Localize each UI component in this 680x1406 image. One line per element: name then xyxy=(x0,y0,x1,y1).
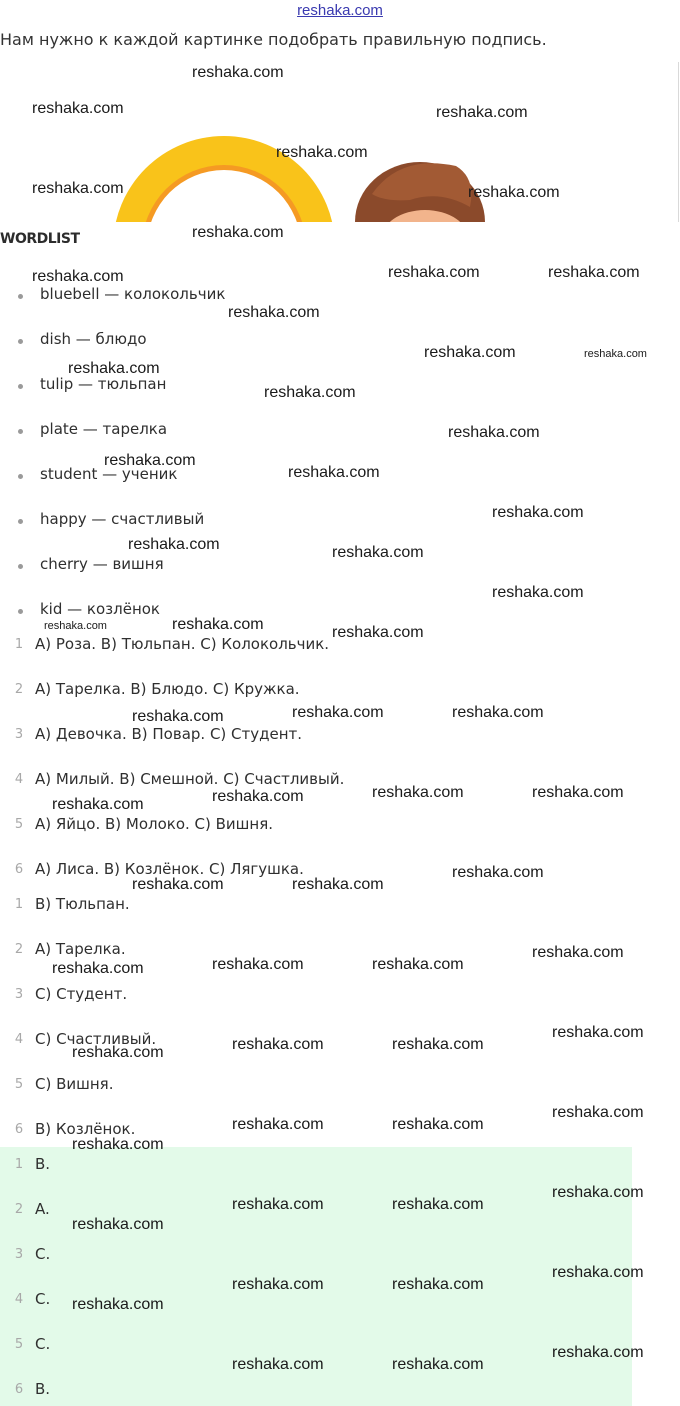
watermark: reshaka.com xyxy=(448,424,540,441)
solution-number: 1 xyxy=(14,897,24,912)
watermark: reshaka.com xyxy=(584,348,647,360)
word-item: dish — блюдо xyxy=(40,330,147,348)
watermark: reshaka.com xyxy=(552,1344,644,1361)
option-text: A) Милый. B) Смешной. C) Счастливый. xyxy=(35,770,345,788)
option-number: 1 xyxy=(14,637,24,652)
watermark: reshaka.com xyxy=(276,144,368,161)
solution-text: B) Тюльпан. xyxy=(35,895,130,913)
watermark: reshaka.com xyxy=(372,956,464,973)
watermark: reshaka.com xyxy=(548,264,640,281)
watermark: reshaka.com xyxy=(44,620,107,632)
divider-line xyxy=(678,62,679,222)
word-item: cherry — вишня xyxy=(40,555,164,573)
watermark: reshaka.com xyxy=(32,180,124,197)
answer-text: A. xyxy=(35,1200,50,1218)
watermark: reshaka.com xyxy=(392,1276,484,1293)
solution-text: C) Студент. xyxy=(35,985,128,1003)
watermark: reshaka.com xyxy=(104,452,196,469)
watermark: reshaka.com xyxy=(292,704,384,721)
option-number: 4 xyxy=(14,772,24,787)
watermark: reshaka.com xyxy=(552,1104,644,1121)
watermark: reshaka.com xyxy=(232,1356,324,1373)
site-link[interactable]: reshaka.com xyxy=(297,2,383,19)
watermark: reshaka.com xyxy=(32,268,124,285)
watermark: reshaka.com xyxy=(228,304,320,321)
answer-number: 2 xyxy=(14,1202,24,1217)
bullet-icon xyxy=(18,384,23,389)
watermark: reshaka.com xyxy=(264,384,356,401)
watermark: reshaka.com xyxy=(452,704,544,721)
bullet-icon xyxy=(18,519,23,524)
watermark: reshaka.com xyxy=(552,1024,644,1041)
watermark: reshaka.com xyxy=(132,708,224,725)
watermark: reshaka.com xyxy=(68,360,160,377)
illustration-svg xyxy=(0,62,680,222)
watermark: reshaka.com xyxy=(192,64,284,81)
watermark: reshaka.com xyxy=(468,184,560,201)
word-item: bluebell — колокольчик xyxy=(40,285,226,303)
option-number: 5 xyxy=(14,817,24,832)
watermark: reshaka.com xyxy=(388,264,480,281)
watermark: reshaka.com xyxy=(232,1276,324,1293)
bullet-icon xyxy=(18,339,23,344)
word-item: happy — счастливый xyxy=(40,510,205,528)
bullet-icon xyxy=(18,294,23,299)
bullet-icon xyxy=(18,609,23,614)
option-text: A) Лиса. B) Козлёнок. C) Лягушка. xyxy=(35,860,304,878)
watermark: reshaka.com xyxy=(52,960,144,977)
option-text: A) Тарелка. B) Блюдо. C) Кружка. xyxy=(35,680,300,698)
bullet-icon xyxy=(18,474,23,479)
watermark: reshaka.com xyxy=(452,864,544,881)
bullet-icon xyxy=(18,564,23,569)
watermark: reshaka.com xyxy=(132,876,224,893)
answer-number: 6 xyxy=(14,1382,24,1397)
watermark: reshaka.com xyxy=(72,1216,164,1233)
watermark: reshaka.com xyxy=(32,100,124,117)
watermark: reshaka.com xyxy=(552,1184,644,1201)
watermark: reshaka.com xyxy=(72,1136,164,1153)
solution-number: 4 xyxy=(14,1032,24,1047)
word-item: tulip — тюльпан xyxy=(40,375,167,393)
task-text: Нам нужно к каждой картинке подобрать правильную подпись. xyxy=(0,30,547,49)
watermark: reshaka.com xyxy=(392,1356,484,1373)
answer-number: 4 xyxy=(14,1292,24,1307)
watermark: reshaka.com xyxy=(552,1264,644,1281)
wordlist-title: WORDLIST xyxy=(0,231,80,247)
watermark: reshaka.com xyxy=(332,624,424,641)
watermark: reshaka.com xyxy=(392,1196,484,1213)
bullet-icon xyxy=(18,429,23,434)
answer-number: 5 xyxy=(14,1337,24,1352)
watermark: reshaka.com xyxy=(232,1196,324,1213)
watermark: reshaka.com xyxy=(128,536,220,553)
watermark: reshaka.com xyxy=(212,788,304,805)
watermark: reshaka.com xyxy=(292,876,384,893)
watermark: reshaka.com xyxy=(424,344,516,361)
watermark: reshaka.com xyxy=(372,784,464,801)
solution-text: B) Козлёнок. xyxy=(35,1120,136,1138)
solution-text: C) Счастливый. xyxy=(35,1030,157,1048)
watermark: reshaka.com xyxy=(212,956,304,973)
watermark: reshaka.com xyxy=(492,584,584,601)
word-item: kid — козлёнок xyxy=(40,600,160,618)
watermark: reshaka.com xyxy=(232,1116,324,1133)
word-item: plate — тарелка xyxy=(40,420,168,438)
answer-text: C. xyxy=(35,1245,51,1263)
child-head-icon xyxy=(355,162,485,222)
answer-number: 3 xyxy=(14,1247,24,1262)
watermark: reshaka.com xyxy=(72,1044,164,1061)
option-text: A) Роза. B) Тюльпан. C) Колокольчик. xyxy=(35,635,330,653)
option-number: 2 xyxy=(14,682,24,697)
answer-text: B. xyxy=(35,1155,51,1173)
watermark: reshaka.com xyxy=(172,616,264,633)
watermark: reshaka.com xyxy=(532,944,624,961)
illustration xyxy=(0,62,680,222)
option-number: 3 xyxy=(14,727,24,742)
answer-text: C. xyxy=(35,1335,51,1353)
watermark: reshaka.com xyxy=(532,784,624,801)
watermark: reshaka.com xyxy=(192,224,284,241)
answer-number: 1 xyxy=(14,1157,24,1172)
watermark: reshaka.com xyxy=(332,544,424,561)
watermark: reshaka.com xyxy=(72,1296,164,1313)
solution-text: C) Вишня. xyxy=(35,1075,114,1093)
word-item: student — ученик xyxy=(40,465,178,483)
watermark: reshaka.com xyxy=(288,464,380,481)
solution-text: A) Тарелка. xyxy=(35,940,126,958)
answer-text: C. xyxy=(35,1290,51,1308)
watermark: reshaka.com xyxy=(392,1036,484,1053)
option-text: A) Яйцо. B) Молоко. C) Вишня. xyxy=(35,815,274,833)
watermark: reshaka.com xyxy=(52,796,144,813)
watermark: reshaka.com xyxy=(436,104,528,121)
option-number: 6 xyxy=(14,862,24,877)
watermark: reshaka.com xyxy=(492,504,584,521)
solution-number: 5 xyxy=(14,1077,24,1092)
solution-number: 2 xyxy=(14,942,24,957)
watermark: reshaka.com xyxy=(232,1036,324,1053)
solution-number: 3 xyxy=(14,987,24,1002)
option-text: A) Девочка. B) Повар. C) Студент. xyxy=(35,725,303,743)
watermark: reshaka.com xyxy=(392,1116,484,1133)
answer-text: B. xyxy=(35,1380,51,1398)
solution-number: 6 xyxy=(14,1122,24,1137)
